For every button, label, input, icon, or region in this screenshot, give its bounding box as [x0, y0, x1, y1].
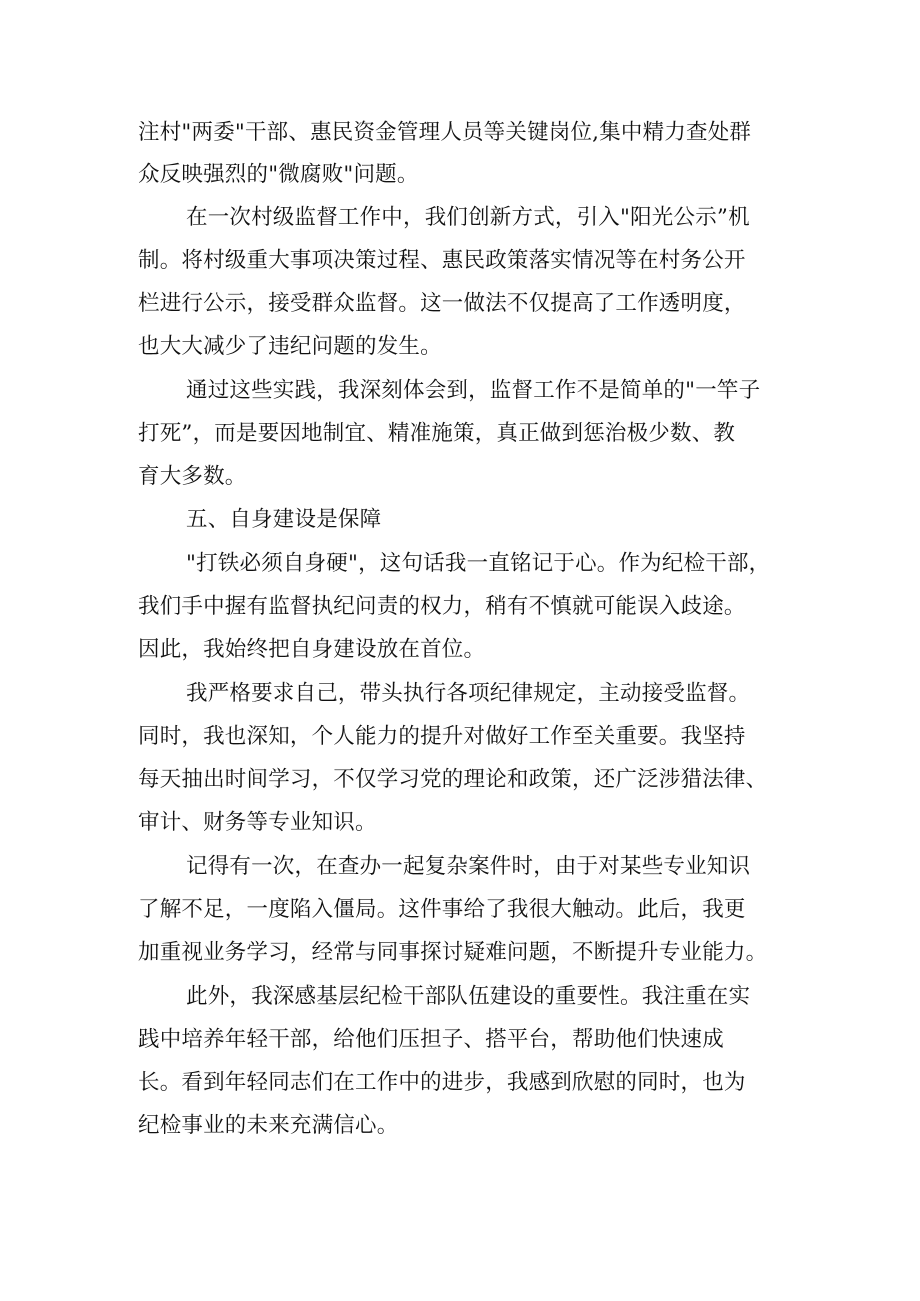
text-line: 在一次村级监督工作中，我们创新方式，引入"阳光公示”机	[186, 205, 750, 230]
text-line: 同时，我也深知，个人能力的提升对做好工作至关重要。我坚持	[138, 724, 746, 749]
text-line: 育大多数。	[138, 464, 247, 489]
text-line: 众反映强烈的"微腐败"问题。	[138, 162, 419, 187]
text-line: 栏进行公示，接受群众监督。这一做法不仅提高了工作透明度，	[138, 291, 746, 316]
text-line: 加重视业务学习，经常与同事探讨疑难问题，不断提升专业能力。	[138, 940, 768, 965]
text-line: 践中培养年轻干部，给他们压担子、搭平台，帮助他们快速成	[138, 1027, 724, 1052]
text-line: 了解不足，一度陷入僵局。这件事给了我很大触动。此后，我更	[138, 897, 746, 922]
text-line: 纪检事业的未来充满信心。	[138, 1113, 399, 1138]
text-line: 我们手中握有监督执纪问责的权力，稍有不慎就可能误入歧途。	[138, 594, 746, 619]
text-line: 长。看到年轻同志们在工作中的进步，我感到欣慰的同时，也为	[138, 1070, 746, 1095]
text-line: 审计、财务等专业知识。	[138, 810, 377, 835]
text-line: 也大大减少了违纪问题的发生。	[138, 334, 442, 359]
text-line: 记得有一次，在查办一起复杂案件时，由于对某些专业知识	[186, 854, 751, 879]
section-heading: 五、自身建设是保障	[186, 507, 382, 532]
text-line: 因此，我始终把自身建设放在首位。	[138, 637, 486, 662]
text-line: 此外，我深感基层纪检干部队伍建设的重要性。我注重在实	[186, 984, 751, 1009]
text-line: 打死”，而是要因地制宜、精准施策，真正做到惩治极少数、教	[138, 421, 736, 446]
text-line: "打铁必须自身硬"，这句话我一直铭记于心。作为纪检干部，	[186, 551, 771, 576]
text-line: 我严格要求自己，带头执行各项纪律规定，主动接受监督。	[186, 681, 751, 706]
text-line: 每天抽出时间学习，不仅学习党的理论和政策，还广泛涉猎法律、	[138, 767, 768, 792]
text-line: 通过这些实践，我深刻体会到，监督工作不是简单的"一竿子	[186, 378, 761, 403]
text-line: 注村"两委"干部、惠民资金管理人员等关键岗位,集中精力查处群	[138, 120, 752, 145]
text-line: 制。将村级重大事项决策过程、惠民政策落实情况等在村务公开	[138, 248, 746, 273]
